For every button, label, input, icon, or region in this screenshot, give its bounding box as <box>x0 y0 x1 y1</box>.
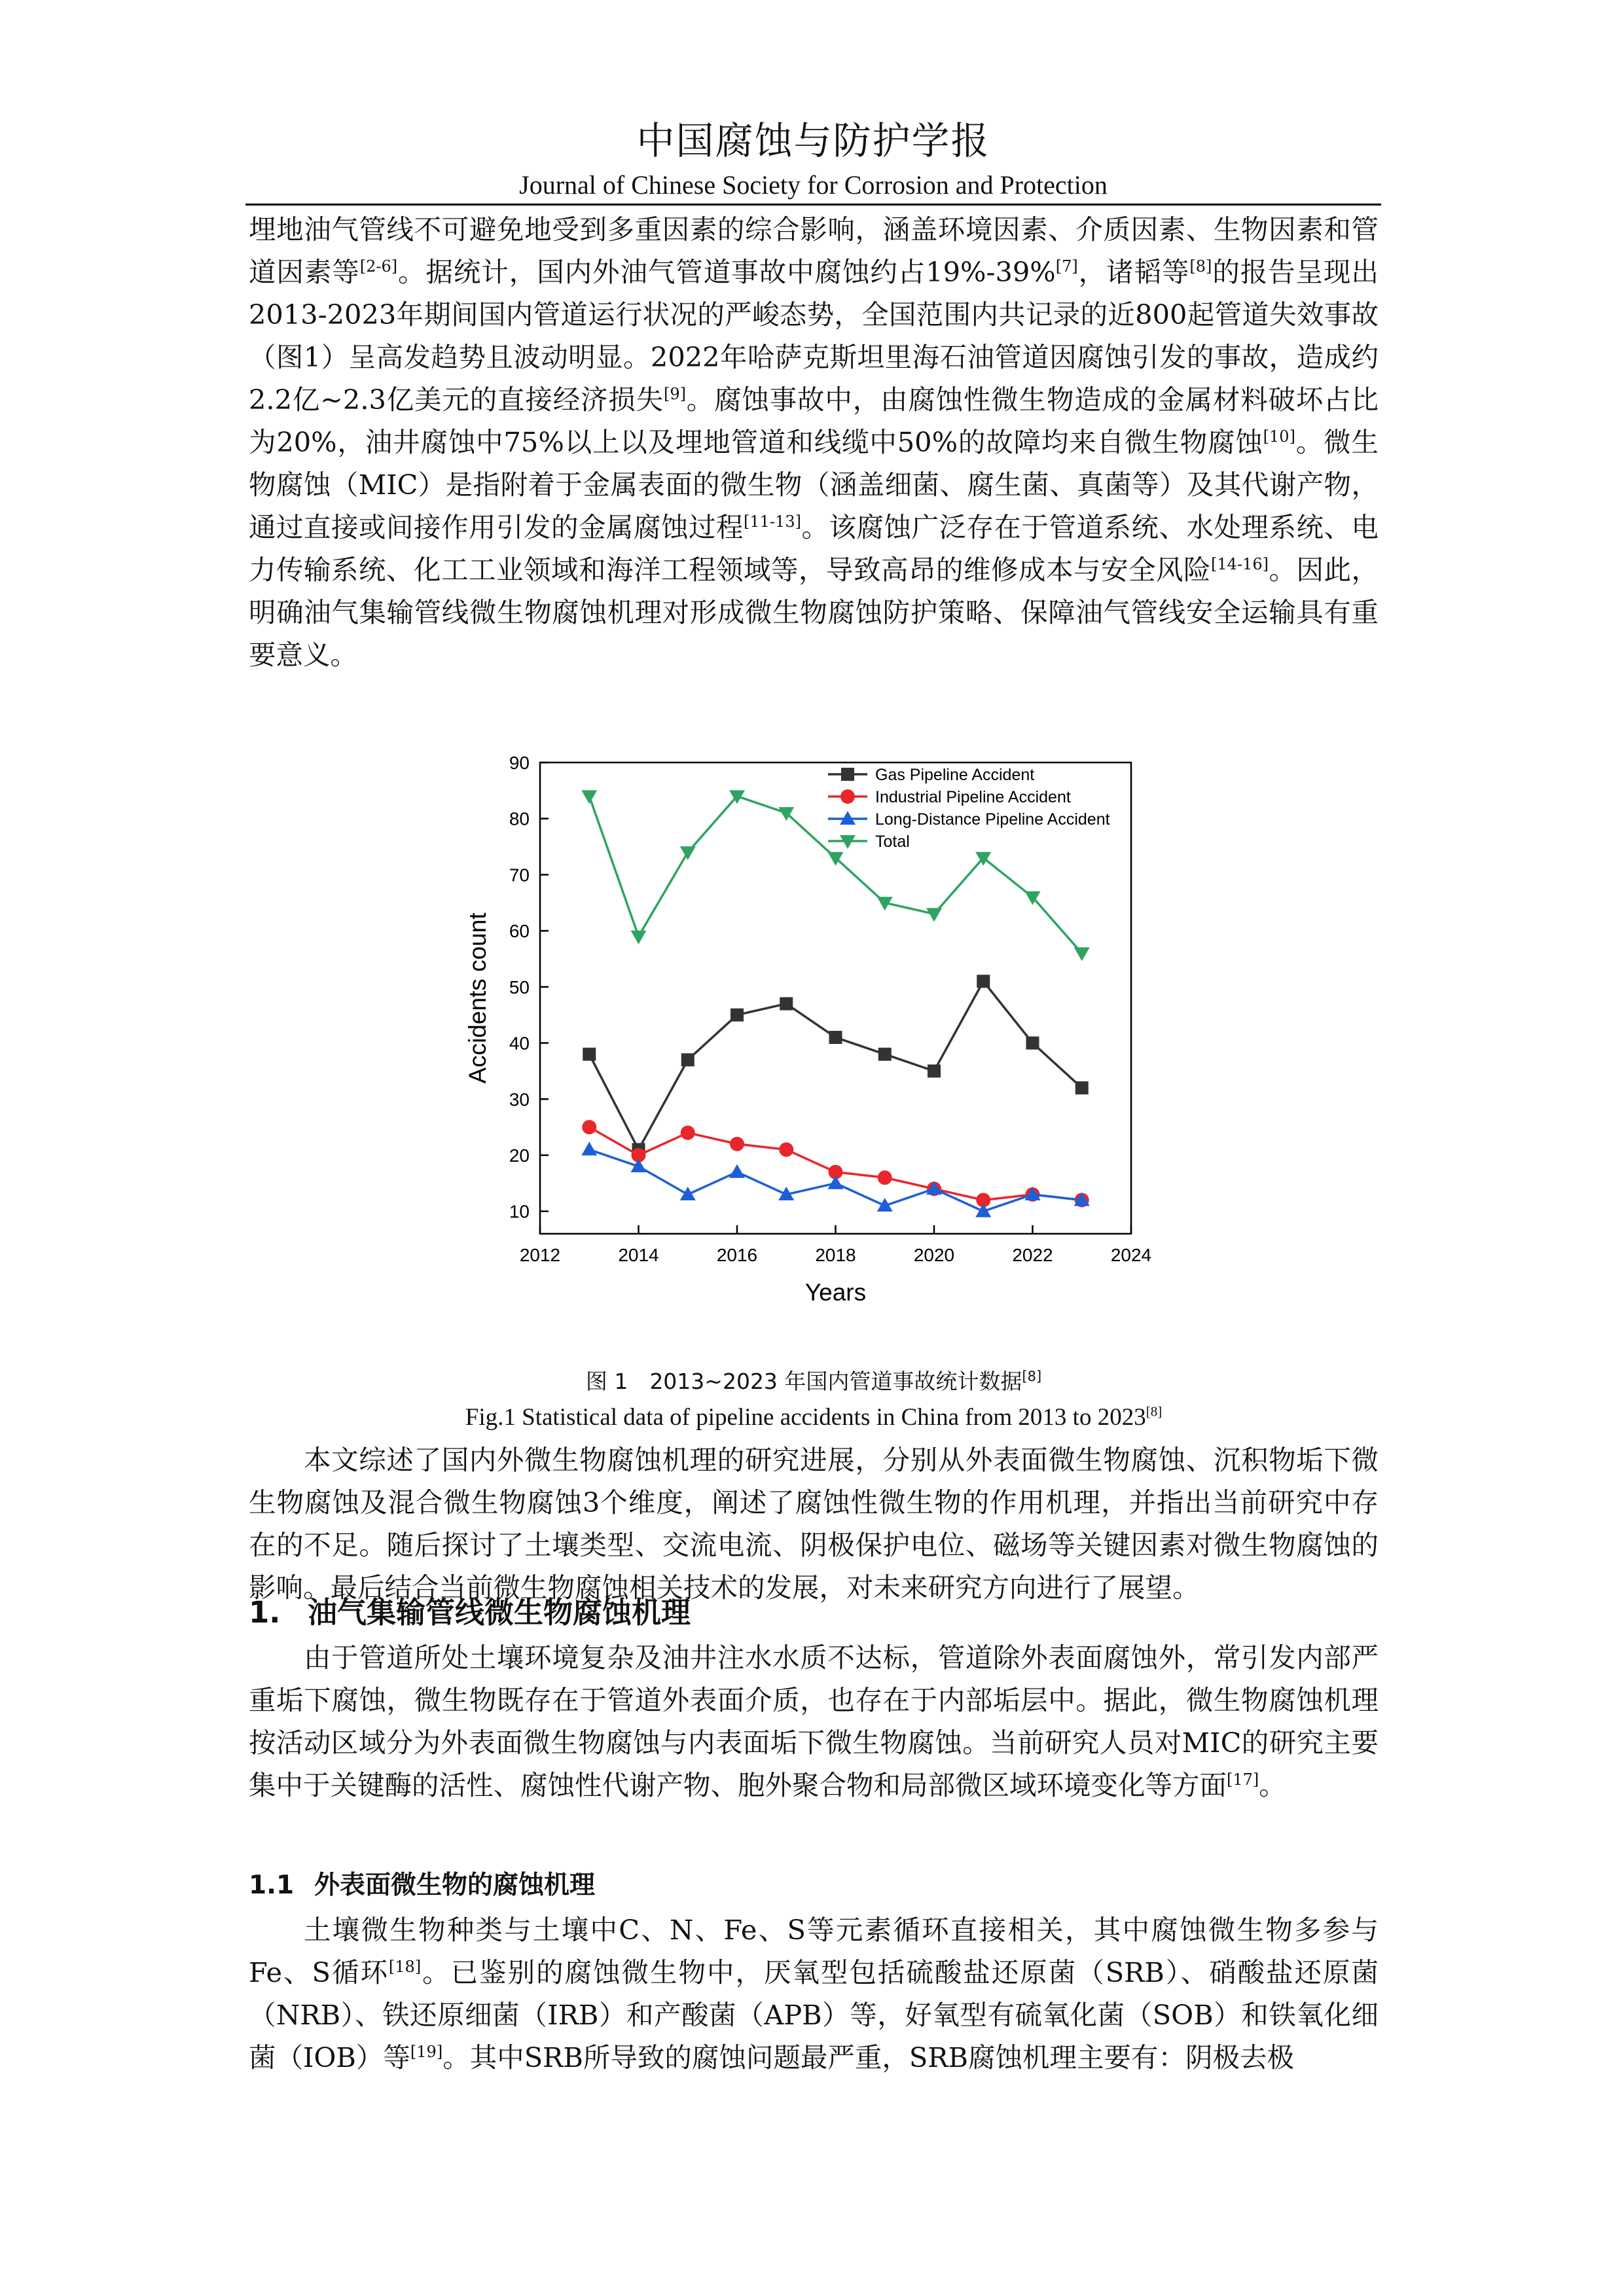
data-point <box>681 1053 695 1066</box>
header-rule <box>245 204 1381 206</box>
series-line <box>589 1127 1082 1200</box>
text-run: 。该腐蚀广泛存在于管道系统、水处理系统、电力传输系统、化工工业领域和海洋工程领域等，导致高昂的维修成本与安全风险 <box>249 511 1379 586</box>
series-gas-pipeline-accident <box>583 975 1089 1156</box>
text-run: 。微生物腐蚀（MIC）是指附着于金属表面的微生物（涵盖细菌、腐生菌、真菌等）及其代谢产物，通过直接或间接作用引发的金属腐蚀过程 <box>249 426 1379 543</box>
text-run: 。据统计，国内外油气管道事故中腐蚀约占19%-39% <box>397 256 1056 288</box>
subsection-title: 外表面微生物的腐蚀机理 <box>314 1871 596 1900</box>
section-title: 油气集输管线微生物腐蚀机理 <box>308 1595 691 1630</box>
x-tick-label: 2016 <box>716 1245 758 1265</box>
data-point <box>680 846 696 860</box>
y-tick-label: 40 <box>509 1033 530 1054</box>
data-point <box>926 908 942 922</box>
y-tick-label: 30 <box>509 1089 530 1110</box>
y-tick-label: 10 <box>509 1201 530 1222</box>
data-point <box>581 1141 597 1155</box>
y-tick-label: 60 <box>509 921 530 942</box>
figure-caption-cn-ref: [8] <box>1022 1369 1042 1384</box>
data-point <box>681 1126 695 1140</box>
data-point <box>581 790 597 804</box>
citation-ref: [9] <box>663 385 686 404</box>
data-point <box>828 1175 844 1189</box>
data-point <box>878 1170 892 1185</box>
data-point <box>583 1048 596 1061</box>
text-run: 。 <box>1259 1769 1286 1801</box>
citation-ref: [2-6] <box>359 257 398 276</box>
review-summary-paragraph: 本文综述了国内外微生物腐蚀机理的研究进展，分别从外表面微生物腐蚀、沉积物垢下微生物腐蚀及混合微生物腐蚀3个维度，阐述了腐蚀性微生物的作用机理，并指出当前研究中存在的不足。随后探讨了土壤类型、交流电流、阴极保护电位、磁场等关键因素对微生物腐蚀的影响。最后结合当前微生物腐蚀相关技术的发展，对未来研究方向进行了展望。 <box>249 1444 1379 1604</box>
microbes-paragraph <box>249 1909 1379 2079</box>
data-point <box>928 1064 941 1077</box>
data-point <box>631 931 647 944</box>
x-tick-label: 2024 <box>1110 1245 1152 1265</box>
x-axis-label: Years <box>804 1279 867 1306</box>
data-point <box>680 1187 696 1200</box>
data-point <box>1074 947 1090 961</box>
series-long-distance-pipeline-accident <box>581 1141 1090 1217</box>
legend-label: Total <box>875 833 910 851</box>
section-number: 1. <box>249 1595 281 1630</box>
legend <box>828 766 1110 851</box>
data-point <box>730 1137 744 1151</box>
intro-paragraph <box>249 208 1379 676</box>
figure-caption-en-ref: [8] <box>1146 1403 1163 1420</box>
text-run: 埋地油气管线不可避免地受到多重因素的综合影响，涵盖环境因素、介质因素、生物因素和管道因素等 <box>249 213 1379 288</box>
citation-ref: [14-16] <box>1211 555 1269 574</box>
journal-title-en: Journal of Chinese Society for Corrosion and Protection <box>519 170 1108 200</box>
section-heading-1-1 <box>249 1866 595 1905</box>
data-point <box>731 1009 744 1022</box>
x-tick-label: 2012 <box>519 1245 561 1265</box>
data-point <box>878 1048 892 1061</box>
figure-caption-cn <box>249 1367 1379 1397</box>
legend-marker <box>840 789 855 804</box>
text-run: 的报告呈现出2013-2023年期间国内管道运行状况的严峻态势，全国范围内共记录的近800起管道失效事故（图1）呈高发趋势且波动明显。2022年哈萨克斯坦里海石油管道因腐蚀引发的事故，造成约2.2亿~2.3亿美元的直接经济损失 <box>249 256 1379 416</box>
x-tick-label: 2018 <box>815 1245 856 1265</box>
data-point <box>977 975 990 988</box>
y-tick-label: 20 <box>509 1145 530 1166</box>
data-point <box>780 997 793 1011</box>
data-point <box>829 1031 842 1044</box>
citation-ref: [10] <box>1263 427 1295 446</box>
text-run: 。已鉴别的腐蚀微生物中，厌氧型包括硫酸盐还原菌（SRB）、硝酸盐还原菌（NRB）、铁还原细菌（IRB）和产酸菌（APB）等，好氧型有硫氧化菌（SOB）和铁氧化细菌（IOB）等 <box>249 1956 1379 2073</box>
legend-marker <box>841 768 854 781</box>
citation-ref: [11-13] <box>744 512 801 531</box>
y-axis-label: Accidents count <box>464 912 491 1084</box>
text-run: 由于管道所处土壤环境复杂及油井注水水质不达标，管道除外表面腐蚀外，常引发内部严重垢下腐蚀，微生物既存在于管道外表面介质，也存在于内部垢层中。据此，微生物腐蚀机理按活动区域分为外表面微生物腐蚀与内表面垢下微生物腐蚀。当前研究人员对MIC的研究主要集中于关键酶的活性、腐蚀性代谢产物、胞外聚合物和局部微区域环境变化等方面 <box>249 1641 1379 1801</box>
citation-ref: [19] <box>410 2043 443 2062</box>
citation-ref: [18] <box>388 1958 422 1977</box>
citation-ref: [17] <box>1227 1770 1259 1789</box>
figure-caption-en-text: Fig.1 Statistical data of pipeline accidents in China from 2013 to 2023 <box>465 1404 1146 1431</box>
citation-ref: [7] <box>1055 257 1078 276</box>
section-heading-1 <box>249 1592 691 1634</box>
x-tick-label: 2020 <box>913 1245 955 1265</box>
data-point <box>1075 1081 1089 1094</box>
figure-caption-cn-text: 图 1 2013~2023 年国内管道事故统计数据 <box>585 1369 1022 1394</box>
pipeline-accidents-chart <box>445 743 1152 1312</box>
data-point <box>729 1164 745 1178</box>
y-tick-label: 90 <box>509 753 530 773</box>
series-line <box>589 981 1082 1149</box>
citation-ref: [8] <box>1189 257 1212 276</box>
journal-header <box>245 115 1381 204</box>
journal-title-cn: 中国腐蚀与防护学报 <box>636 118 990 163</box>
y-tick-label: 50 <box>509 977 530 997</box>
data-point <box>582 1120 596 1134</box>
x-tick-label: 2022 <box>1012 1245 1053 1265</box>
data-point <box>1026 1037 1039 1050</box>
y-tick-label: 80 <box>509 808 530 829</box>
text-run: 。其中SRB所导致的腐蚀问题最严重，SRB腐蚀机理主要有：阴极去极 <box>442 2041 1295 2073</box>
legend-label: Gas Pipeline Accident <box>875 766 1035 784</box>
legend-label: Industrial Pipeline Accident <box>875 788 1071 806</box>
figure-caption-en <box>249 1402 1379 1433</box>
y-tick-label: 70 <box>509 865 530 886</box>
data-point <box>779 1142 793 1157</box>
x-tick-label: 2014 <box>618 1245 659 1265</box>
mechanism-paragraph <box>249 1636 1379 1806</box>
series-industrial-pipeline-accident <box>582 1120 1089 1207</box>
legend-label: Long-Distance Pipeline Accident <box>875 810 1110 829</box>
subsection-number: 1.1 <box>249 1871 295 1900</box>
text-run: 。因此，明确油气集输管线微生物腐蚀机理对形成微生物腐蚀防护策略、保障油气管线安全运输具有重要意义。 <box>249 554 1379 671</box>
text-run: 土壤微生物种类与土壤中C、N、Fe、S等元素循环直接相关，其中腐蚀微生物多参与Fe、S循环 <box>249 1914 1379 1988</box>
text-run: ，诸韬等 <box>1077 256 1190 288</box>
text-run: 。腐蚀事故中，由腐蚀性微生物造成的金属材料破坏占比为20%，油井腐蚀中75%以上以及埋地管道和线缆中50%的故障均来自微生物腐蚀 <box>249 384 1379 458</box>
